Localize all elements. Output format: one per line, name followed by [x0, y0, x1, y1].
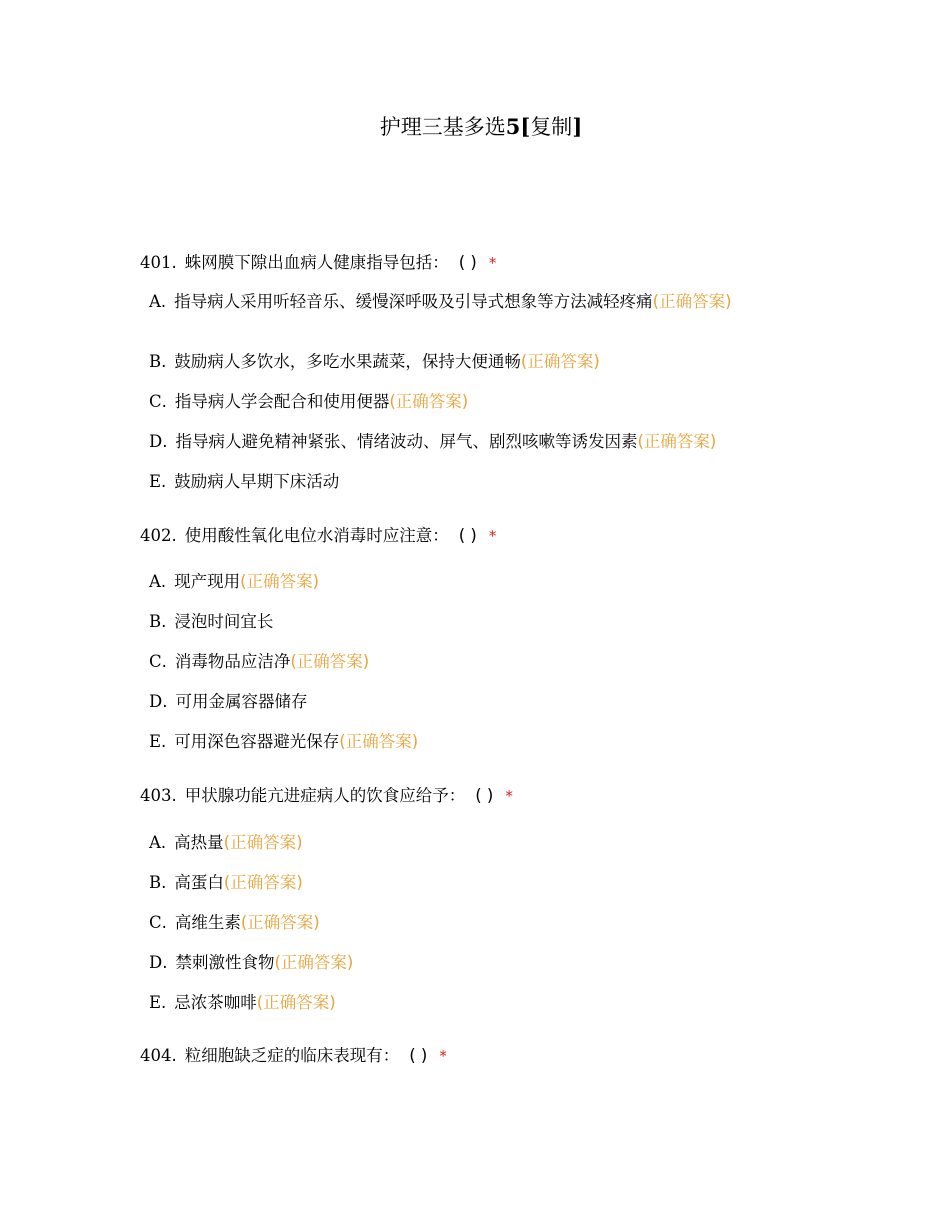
question-number-sep: .: [171, 1046, 177, 1065]
option-402-c: [149, 650, 799, 674]
title-number: 5[: [505, 114, 531, 139]
required-mark: *: [505, 787, 513, 805]
option-letter-sep: .: [162, 953, 168, 972]
option-text: 高热量: [174, 833, 224, 852]
question-number: 403: [140, 786, 172, 805]
title-text: 护理三基多选: [379, 115, 506, 139]
question-blank: ( ): [475, 786, 494, 805]
option-letter-sep: .: [161, 472, 167, 491]
question-404-stem: [140, 1045, 820, 1067]
correct-answer-label: (正确答案): [339, 732, 419, 751]
option-402-a: [149, 570, 799, 594]
correct-answer-label: (正确答案): [240, 572, 320, 591]
option-letter-sep: .: [160, 572, 167, 591]
option-letter-sep: .: [161, 392, 167, 411]
option-letter-sep: .: [160, 292, 167, 311]
question-number: 404: [140, 1046, 172, 1065]
option-letter-sep: .: [162, 432, 168, 451]
option-letter-sep: .: [161, 352, 167, 371]
option-letter: E: [149, 732, 162, 751]
option-401-d: [149, 430, 799, 454]
correct-answer-label: (正确答案): [652, 292, 732, 311]
question-text: 粒细胞缺乏症的临床表现有：: [184, 1046, 400, 1065]
option-letter: A: [149, 833, 161, 852]
option-401-b: [149, 350, 799, 374]
correct-answer-label: (正确答案): [520, 352, 600, 371]
option-text: 指导病人学会配合和使用便器: [174, 392, 390, 411]
question-blank: ( ): [458, 253, 477, 272]
option-text: 消毒物品应洁净: [174, 652, 291, 671]
question-number-sep: .: [171, 526, 177, 545]
required-mark: *: [488, 254, 497, 272]
question-blank: ( ): [409, 1046, 428, 1065]
option-letter: B: [149, 352, 162, 371]
option-letter-sep: .: [160, 833, 167, 852]
correct-answer-label: (正确答案): [389, 392, 469, 411]
question-402-stem: [140, 525, 820, 547]
correct-answer-label: (正确答案): [274, 953, 354, 972]
option-403-c: [149, 911, 799, 935]
option-letter-sep: .: [161, 612, 167, 631]
option-letter: D: [149, 953, 163, 972]
title-bracket-close: ]: [572, 114, 583, 139]
option-letter: E: [149, 472, 162, 491]
option-403-a: [149, 831, 799, 855]
required-mark: *: [439, 1047, 447, 1065]
option-letter-sep: .: [161, 652, 167, 671]
option-letter: C: [149, 913, 162, 932]
option-letter: D: [149, 432, 163, 451]
option-402-e: [149, 730, 799, 754]
option-text: 鼓励病人早期下床活动: [174, 472, 340, 491]
option-403-b: [149, 871, 799, 895]
option-letter: E: [149, 993, 162, 1012]
correct-answer-label: (正确答案): [256, 993, 336, 1012]
question-text: 使用酸性氧化电位水消毒时应注意：: [184, 526, 449, 545]
option-letter-sep: .: [161, 732, 167, 751]
option-text: 可用金属容器储存: [175, 692, 308, 711]
option-text: 指导病人采用听轻音乐、缓慢深呼吸及引导式想象等方法减轻疼痛: [174, 292, 653, 311]
option-text: 鼓励病人多饮水，多吃水果蔬菜，保持大便通畅: [174, 352, 521, 371]
option-letter: D: [149, 692, 163, 711]
question-401-stem: [140, 252, 820, 274]
correct-answer-label: (正确答案): [240, 913, 320, 932]
option-401-c: [149, 390, 799, 414]
question-number-sep: .: [171, 253, 177, 272]
question-blank: ( ): [458, 526, 477, 545]
option-402-b: [149, 610, 799, 634]
question-number-sep: .: [171, 786, 177, 805]
option-text: 浸泡时间宜长: [174, 612, 274, 631]
option-letter: A: [149, 292, 161, 311]
correct-answer-label: (正确答案): [223, 873, 303, 892]
option-letter-sep: .: [161, 913, 167, 932]
correct-answer-label: (正确答案): [223, 833, 303, 852]
option-letter: C: [149, 652, 162, 671]
option-text: 现产现用: [174, 572, 241, 591]
option-403-d: [149, 951, 799, 975]
option-text: 指导病人避免精神紧张、情绪波动、屏气、剧烈咳嗽等诱发因素: [175, 432, 638, 451]
question-403-stem: [140, 785, 820, 807]
option-text: 高蛋白: [174, 873, 224, 892]
option-text: 可用深色容器避光保存: [174, 732, 340, 751]
option-letter-sep: .: [161, 993, 167, 1012]
question-number: 402: [140, 526, 172, 545]
option-401-e: [149, 470, 799, 494]
title-copy-label: 复制: [530, 115, 573, 139]
correct-answer-label: (正确答案): [637, 432, 717, 451]
option-letter: A: [149, 572, 161, 591]
option-402-d: [149, 690, 799, 714]
question-text: 甲状腺功能亢进症病人的饮食应给予：: [184, 786, 466, 805]
option-letter-sep: .: [162, 692, 168, 711]
option-letter: B: [149, 612, 162, 631]
question-number: 401: [140, 253, 172, 272]
question-text: 蛛网膜下隙出血病人健康指导包括：: [184, 253, 449, 272]
correct-answer-label: (正确答案): [290, 652, 370, 671]
option-letter: C: [149, 392, 162, 411]
option-text: 忌浓茶咖啡: [174, 993, 257, 1012]
option-401-a: [149, 290, 799, 314]
option-letter-sep: .: [161, 873, 167, 892]
option-403-e: [149, 991, 799, 1015]
option-text: 高维生素: [174, 913, 241, 932]
option-text: 禁刺激性食物: [175, 953, 275, 972]
required-mark: *: [488, 527, 497, 545]
option-letter: B: [149, 873, 162, 892]
